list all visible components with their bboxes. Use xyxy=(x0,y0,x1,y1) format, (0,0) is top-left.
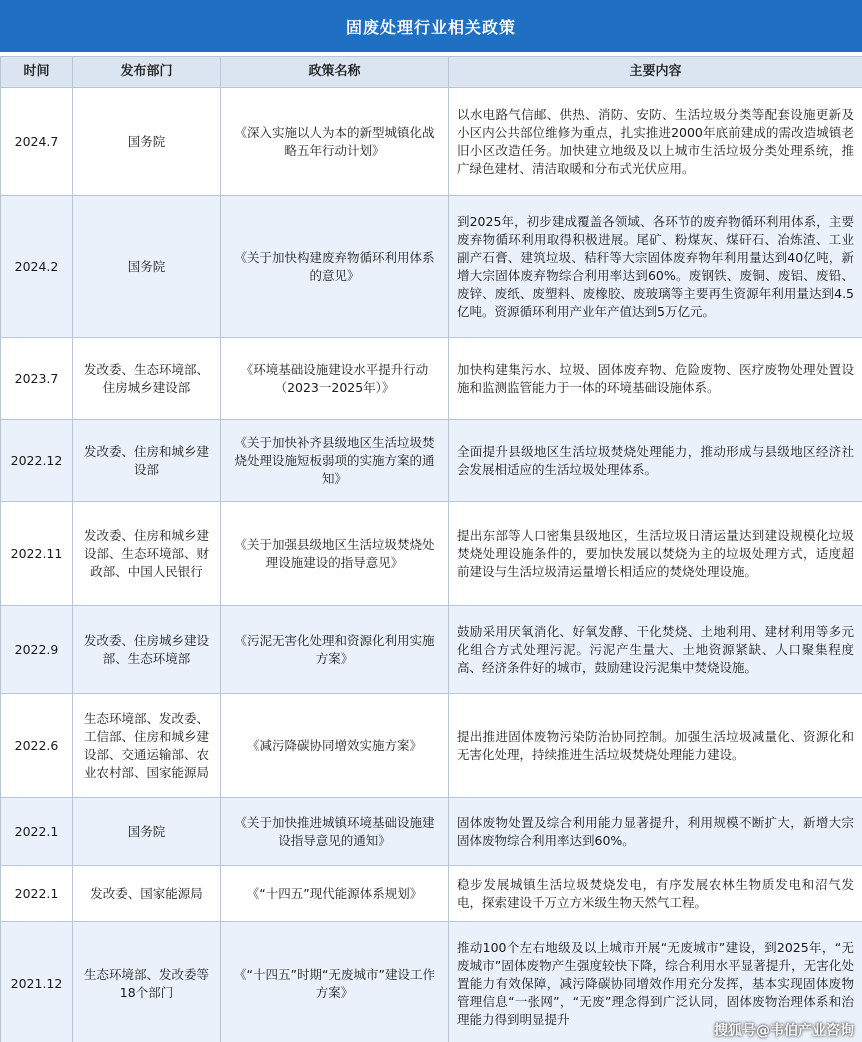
cell-content: 全面提升县级地区生活垃圾焚烧处理能力，推动形成与县级地区经济社会发展相适应的生活垃圾处理体系。 xyxy=(449,420,862,502)
table-row xyxy=(1,606,862,694)
cell-date: 2023.7 xyxy=(1,338,73,420)
cell-policy-name: 《关于加强县级地区生活垃圾焚烧处理设施建设的指导意见》 xyxy=(221,502,449,606)
cell-policy-name: 《“十四五”现代能源体系规划》 xyxy=(221,866,449,922)
table-row xyxy=(1,502,862,606)
table-header-row xyxy=(1,57,862,88)
table-row xyxy=(1,866,862,922)
cell-policy-name: 《环境基础设施建设水平提升行动（2023一2025年）》 xyxy=(221,338,449,420)
cell-date: 2022.12 xyxy=(1,420,73,502)
cell-dept: 国务院 xyxy=(73,88,221,196)
cell-date: 2024.2 xyxy=(1,196,73,338)
cell-dept: 国务院 xyxy=(73,196,221,338)
cell-content: 提出推进固体废物污染防治协同控制。加强生活垃圾减量化、资源化和无害化处理，持续推进生活垃圾焚烧处理能力建设。 xyxy=(449,694,862,798)
policy-table xyxy=(0,56,862,1042)
table-row xyxy=(1,338,862,420)
cell-policy-name: 《关于加快补齐县级地区生活垃圾焚烧处理设施短板弱项的实施方案的通知》 xyxy=(221,420,449,502)
cell-policy-name: 《深入实施以人为本的新型城镇化战略五年行动计划》 xyxy=(221,88,449,196)
cell-dept: 国务院 xyxy=(73,798,221,866)
cell-content: 稳步发展城镇生活垃圾焚烧发电，有序发展农林生物质发电和沼气发电，探索建设千万立方米级生物天然气工程。 xyxy=(449,866,862,922)
table-row xyxy=(1,798,862,866)
table-row xyxy=(1,694,862,798)
cell-dept: 发改委、住房和城乡建设部 xyxy=(73,420,221,502)
cell-dept: 发改委、住房和城乡建设部、生态环境部、财政部、中国人民银行 xyxy=(73,502,221,606)
table-title: 固废处理行业相关政策 xyxy=(0,0,862,52)
cell-policy-name: 《污泥无害化处理和资源化利用实施方案》 xyxy=(221,606,449,694)
cell-policy-name: 《减污降碳协同增效实施方案》 xyxy=(221,694,449,798)
cell-date: 2022.1 xyxy=(1,866,73,922)
cell-content: 提出东部等人口密集县级地区，生活垃圾日清运量达到建设规模化垃圾焚烧处理设施条件的，要加快发展以焚烧为主的垃圾处理方式，适度超前建设与生活垃圾清运量增长相适应的焚烧处理设施。 xyxy=(449,502,862,606)
cell-policy-name: 《关于加快构建废弃物循环利用体系的意见》 xyxy=(221,196,449,338)
cell-date: 2021.12 xyxy=(1,922,73,1042)
cell-date: 2022.9 xyxy=(1,606,73,694)
cell-content: 固体废物处置及综合利用能力显著提升，利用规模不断扩大，新增大宗固体废物综合利用率达到60%。 xyxy=(449,798,862,866)
cell-date: 2022.6 xyxy=(1,694,73,798)
cell-dept: 发改委、国家能源局 xyxy=(73,866,221,922)
source-watermark: 搜狐号@韦伯产业咨询 xyxy=(714,1023,854,1039)
cell-date: 2024.7 xyxy=(1,88,73,196)
table-row xyxy=(1,420,862,502)
cell-content: 推动100个左右地级及以上城市开展“无废城市”建设，到2025年，“无废城市”固体废物产生强度较快下降，综合利用水平显著提升，无害化处置能力有效保障，减污降碳协同增效作用充分发挥，基本实现固体废物管理信息“一张网”，“无废”理念得到广泛认同，固体废物治理体系和治理能力得到明显提升 xyxy=(449,922,862,1042)
column-header-content: 主要内容 xyxy=(449,57,862,88)
column-header-date: 时间 xyxy=(1,57,73,88)
table-row xyxy=(1,196,862,338)
cell-policy-name: 《关于加快推进城镇环境基础设施建设指导意见的通知》 xyxy=(221,798,449,866)
cell-dept: 发改委、住房城乡建设部、生态环境部 xyxy=(73,606,221,694)
column-header-dept: 发布部门 xyxy=(73,57,221,88)
cell-content: 以水电路气信邮、供热、消防、安防、生活垃圾分类等配套设施更新及小区内公共部位维修为重点，扎实推进2000年底前建成的需改造城镇老旧小区改造任务。加快建立地级及以上城市生活垃圾分类处理系统，推广绿色建材、清洁取暖和分布式光伏应用。 xyxy=(449,88,862,196)
cell-content: 鼓励采用厌氧消化、好氧发酵、干化焚烧、土地利用、建材利用等多元化组合方式处理污泥。污泥产生量大、土地资源紧缺、人口聚集程度高、经济条件好的城市，鼓励建设污泥集中焚烧设施。 xyxy=(449,606,862,694)
cell-policy-name: 《“十四五”时期“无废城市”建设工作方案》 xyxy=(221,922,449,1042)
cell-content: 加快构建集污水、垃圾、固体废弃物、危险废物、医疗废物处理处置设施和监测监管能力于一体的环境基础设施体系。 xyxy=(449,338,862,420)
cell-date: 2022.1 xyxy=(1,798,73,866)
cell-dept: 发改委、生态环境部、住房城乡建设部 xyxy=(73,338,221,420)
table-row xyxy=(1,88,862,196)
column-header-policy-name: 政策名称 xyxy=(221,57,449,88)
cell-date: 2022.11 xyxy=(1,502,73,606)
cell-dept: 生态环境部、发改委、工信部、住房和城乡建设部、交通运输部、农业农村部、国家能源局 xyxy=(73,694,221,798)
cell-dept: 生态环境部、发改委等18个部门 xyxy=(73,922,221,1042)
cell-content: 到2025年，初步建成覆盖各领域、各环节的废弃物循环利用体系，主要废弃物循环利用取得积极进展。尾矿、粉煤灰、煤矸石、冶炼渣、工业副产石膏、建筑垃圾、秸秆等大宗固体废弃物年利用量达到40亿吨，新增大宗固体废弃物综合利用率达到60%。废钢铁、废铜、废铝、废铅、废锌、废纸、废塑料、废橡胶、废玻璃等主要再生资源年利用量达到4.5亿吨。资源循环利用产业年产值达到5万亿元。 xyxy=(449,196,862,338)
